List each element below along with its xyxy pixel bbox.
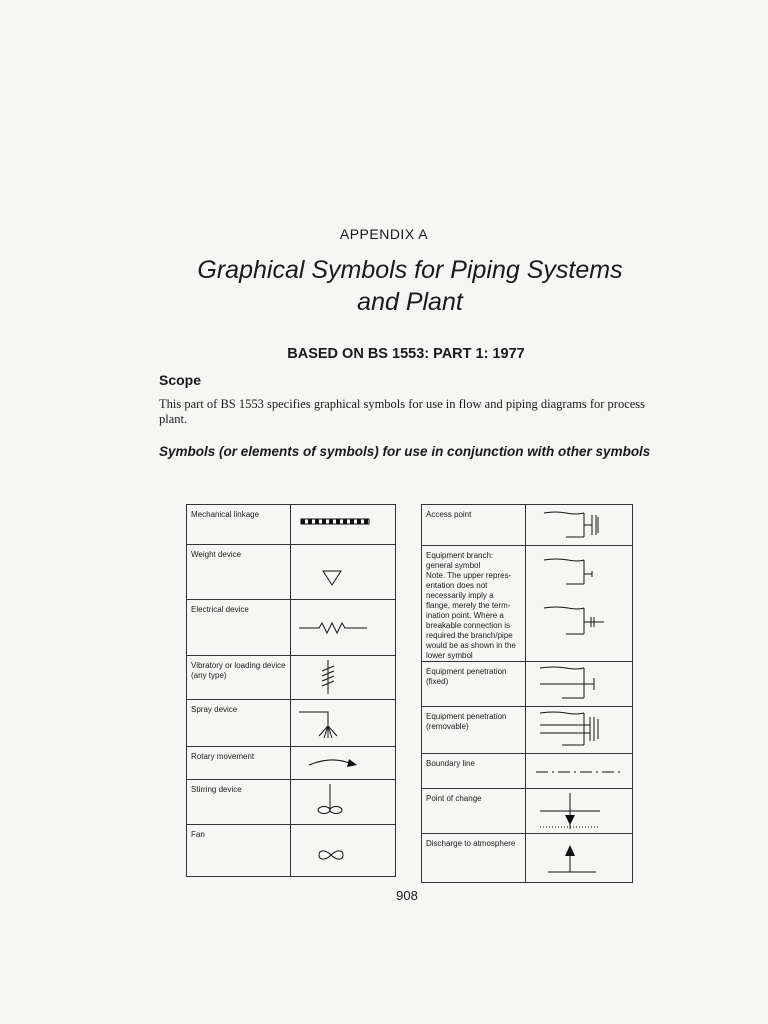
symbol-label: Discharge to atmosphere <box>422 834 526 883</box>
access-point-icon <box>526 505 633 546</box>
stirring-device-icon <box>291 780 396 825</box>
equipment-branch-icon <box>526 546 633 662</box>
table-row <box>187 600 396 656</box>
vibratory-device-icon <box>291 656 396 700</box>
point-of-change-icon <box>526 789 633 834</box>
table-row <box>187 700 396 747</box>
table-row <box>422 789 633 834</box>
table-row <box>422 707 633 754</box>
label-line: required the branch/pipe <box>426 631 513 640</box>
label-line: would be as shown in the <box>426 641 516 650</box>
table-row <box>187 656 396 700</box>
label-line: necessarily imply a <box>426 591 494 600</box>
discharge-to-atmosphere-icon <box>526 834 633 883</box>
label-line: Equipment branch: <box>426 551 494 560</box>
label-line: flange, merely the term- <box>426 601 511 610</box>
label-line: breakable connection is <box>426 621 511 630</box>
symbol-label: Vibratory or loading device (any type) <box>187 656 291 700</box>
appendix-label: APPENDIX A <box>339 226 429 242</box>
table-row <box>187 545 396 600</box>
label-line: entation does not <box>426 581 488 590</box>
table-row <box>422 546 633 662</box>
symbols-heading: Symbols (or elements of symbols) for use in conjunction with other symbols <box>159 444 651 459</box>
right-symbols-table <box>421 504 633 883</box>
symbol-label: Access point <box>422 505 526 546</box>
left-symbols-table <box>186 504 396 877</box>
label-line: ination point. Where a <box>426 611 504 620</box>
fan-icon <box>291 825 396 877</box>
scope-heading: Scope <box>159 372 202 388</box>
weight-device-icon <box>291 545 396 600</box>
symbol-label: Boundary line <box>422 754 526 789</box>
scope-paragraph: This part of BS 1553 specifies graphical symbols for use in flow and piping diagrams for process plant. <box>159 397 646 426</box>
symbol-label <box>422 546 526 662</box>
label-line: general symbol <box>426 561 481 570</box>
symbol-label: Point of change <box>422 789 526 834</box>
page-title <box>120 254 700 318</box>
symbol-label: Weight device <box>187 545 291 600</box>
table-row <box>422 754 633 789</box>
page-number: 908 <box>396 888 418 903</box>
boundary-line-icon <box>526 754 633 789</box>
electrical-device-icon <box>291 600 396 656</box>
table-row <box>422 662 633 707</box>
standard-subtitle: BASED ON BS 1553: PART 1: 1977 <box>287 346 525 362</box>
symbol-label: Stirring device <box>187 780 291 825</box>
symbol-label: Spray device <box>187 700 291 747</box>
symbol-label: Equipment penetration (removable) <box>422 707 526 754</box>
title-line-2: and Plant <box>357 288 463 316</box>
table-row <box>422 505 633 546</box>
symbol-label: Fan <box>187 825 291 877</box>
spray-device-icon <box>291 700 396 747</box>
rotary-movement-icon <box>291 747 396 780</box>
table-row <box>187 780 396 825</box>
table-row <box>187 505 396 545</box>
table-row <box>187 825 396 877</box>
symbol-label: Rotary movement <box>187 747 291 780</box>
title-line-1: Graphical Symbols for Piping Systems <box>197 256 623 284</box>
table-row <box>187 747 396 780</box>
equipment-penetration-fixed-icon <box>526 662 633 707</box>
symbol-label: Equipment penetration (fixed) <box>422 662 526 707</box>
equipment-penetration-removable-icon <box>526 707 633 754</box>
symbol-label: Mechanical linkage <box>187 505 291 545</box>
label-line: lower symbol <box>426 651 473 660</box>
symbol-label: Electrical device <box>187 600 291 656</box>
label-line: Note. The upper repres- <box>426 571 512 580</box>
table-row <box>422 834 633 883</box>
mechanical-linkage-icon <box>291 505 396 545</box>
